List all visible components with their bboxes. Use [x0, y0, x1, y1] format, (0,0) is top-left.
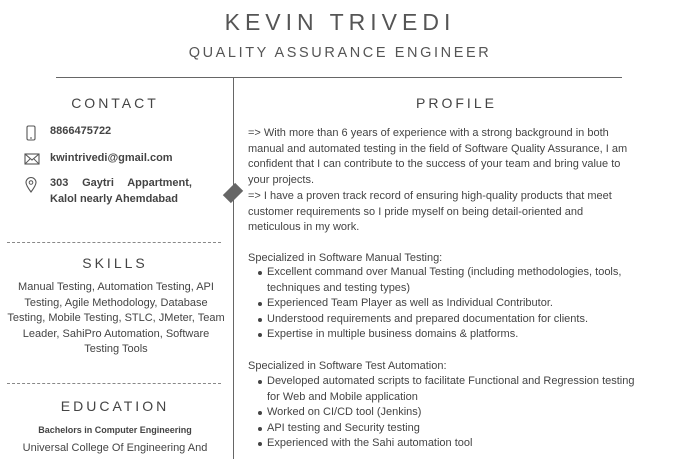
contact-heading: CONTACT	[71, 95, 159, 111]
list-item: Developed automated scripts to facilitate Functional and Regression testing for Web and Mobile application	[257, 374, 642, 405]
contact-email[interactable]: kwintrivedi@gmail.com	[50, 152, 173, 164]
education-heading: EDUCATION	[60, 398, 170, 414]
divider-diamond	[223, 183, 243, 203]
skills-heading: SKILLS	[82, 255, 148, 271]
list-item: Expertise in multiple business domains & platforms.	[257, 327, 642, 343]
list-item: Worked on CI/CD tool (Jenkins)	[257, 405, 642, 421]
manual-testing-title: Specialized in Software Manual Testing:	[248, 252, 443, 264]
profile-paragraph-1: => With more than 6 years of experience with a strong background in both manual and automated testing in the field of Software Quality Assurance, I am confident that I can contribute to the success of your team and bring value to your projects.	[248, 127, 628, 186]
contact-address-row	[24, 176, 192, 207]
contact-divider	[7, 242, 221, 243]
contact-phone-row	[24, 125, 111, 141]
skills-divider	[7, 383, 221, 384]
education-school: Universal College Of Engineering And	[22, 442, 208, 454]
automation-list	[248, 374, 642, 452]
list-item: Understood requirements and prepared documentation for clients.	[257, 312, 642, 328]
phone-icon	[24, 125, 40, 141]
list-item: API testing and Security testing	[257, 421, 642, 437]
profile-paragraph-2: => I have a proven track record of ensuring high-quality products that meet customer requirements so I pride myself on being detail-oriented and meticulous in my work.	[248, 190, 612, 233]
automation-title: Specialized in Software Test Automation:	[248, 360, 447, 372]
profile-heading: PROFILE	[416, 95, 497, 111]
location-pin-icon	[24, 176, 40, 192]
resume-name: KEVIN TRIVEDI	[224, 9, 456, 35]
list-item: Experienced with the Sahi automation tool	[257, 436, 642, 452]
education-degree: Bachelors in Computer Engineering	[38, 425, 192, 435]
header-divider	[56, 77, 622, 78]
resume-title: QUALITY ASSURANCE ENGINEER	[188, 45, 492, 61]
email-icon	[24, 152, 40, 168]
manual-testing-list	[248, 265, 642, 343]
list-item: Experienced Team Player as well as Individual Contributor.	[257, 296, 642, 312]
contact-phone[interactable]: 8866475722	[50, 125, 112, 137]
list-item: Excellent command over Manual Testing (including methodologies, tools, techniques and testing types)	[257, 265, 642, 296]
column-divider	[233, 78, 234, 459]
skills-text: Manual Testing, Automation Testing, API Testing, Agile Methodology, Database Testing, Mobile Testing, STLC, JMeter, Team Leader, SahiPro Automation, Software Testing Tools	[7, 281, 225, 355]
contact-email-row	[24, 152, 173, 168]
contact-address: 303 Gaytri Appartment, Kalol nearly Ahemdabad	[50, 177, 192, 205]
